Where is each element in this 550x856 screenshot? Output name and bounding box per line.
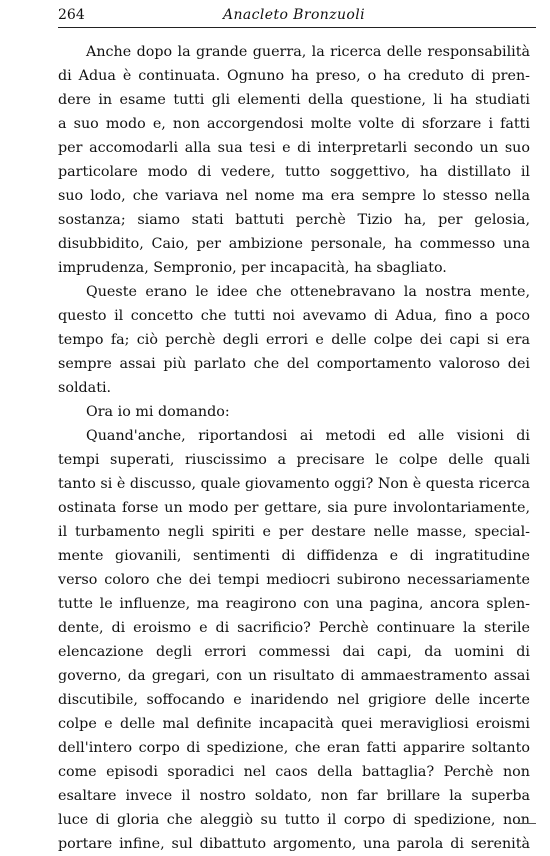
text-line: suo lodo, che variava nel nome ma era sempre lo stesso nella xyxy=(58,188,530,204)
page-number: 264 xyxy=(58,7,85,23)
text-line: tanto si è discusso, quale giovamento oggi? Non è questa ricerca xyxy=(58,476,530,492)
text-line: imprudenza, Sempronio, per incapacità, ha sbagliato. xyxy=(58,260,447,276)
text-line: per accomodarli alla sua tesi e di interpretarli secondo un suo xyxy=(58,140,530,156)
text-line: soldati. xyxy=(58,380,112,396)
header-rule xyxy=(58,27,536,28)
text-line: a suo modo e, non accorgendosi molte volte di sforzare i fatti xyxy=(58,116,530,132)
text-line: verso coloro che dei tempi mediocri subirono necessariamente xyxy=(58,572,530,588)
text-line: questo il concetto che tutti noi avevamo di Adua, fino a poco xyxy=(58,308,530,324)
running-title: Anacleto Bronzuoli xyxy=(223,7,365,23)
text-line: discutibile, soffocando e inaridendo nel grigiore delle incerte xyxy=(58,692,530,708)
text-line: tempo fa; ciò perchè degli errori e delle colpe dei capi si era xyxy=(58,332,530,348)
text-line: esaltare invece il nostro soldato, non far brillare la superba xyxy=(58,788,530,804)
text-line: il turbamento negli spiriti e per destare nelle masse, special- xyxy=(58,524,530,540)
text-line: luce di gloria che aleggiò su tutto il corpo di spedizione, non xyxy=(58,812,530,828)
text-line: portare infine, sul dibattuto argomento, una parola di serenità xyxy=(58,836,530,852)
text-line: Queste erano le idee che ottenebravano la nostra mente, xyxy=(86,284,530,300)
text-line: tempi superati, riuscissimo a precisare le colpe delle quali xyxy=(58,452,530,468)
text-line: Anche dopo la grande guerra, la ricerca delle responsabilità xyxy=(86,44,530,60)
text-line: dere in esame tutti gli elementi della questione, li ha studiati xyxy=(58,92,530,108)
body-text xyxy=(58,40,530,856)
text-line: mente giovanili, sentimenti di diffidenza e di ingratitudine xyxy=(58,548,530,564)
text-line: governo, da gregari, con un risultato di ammaestramento assai xyxy=(58,668,530,684)
text-line: disubbidito, Caio, per ambizione personale, ha commesso una xyxy=(58,236,530,252)
text-line: come episodi sporadici nel caos della battaglia? Perchè non xyxy=(58,764,530,780)
text-line: dente, di eroismo e di sacrificio? Perchè continuare la sterile xyxy=(58,620,530,636)
text-line: dell'intero corpo di spedizione, che eran fatti apparire soltanto xyxy=(58,740,530,756)
text-line: ostinata forse un modo per gettare, sia pure involontariamente, xyxy=(58,500,530,516)
text-line: Quand'anche, riportandosi ai metodi ed alle visioni di xyxy=(86,428,530,444)
text-line: di Adua è continuata. Ognuno ha preso, o ha creduto di pren- xyxy=(58,68,530,84)
page-header xyxy=(58,4,530,26)
text-line: Ora io mi domando: xyxy=(86,404,230,420)
text-line: sostanza; siamo stati battuti perchè Tizio ha, per gelosia, xyxy=(58,212,530,228)
footer-mark xyxy=(514,823,536,824)
text-line: elencazione degli errori commessi dai capi, da uomini di xyxy=(58,644,530,660)
text-line: colpe e delle mal definite incapacità quei meravigliosi eroismi xyxy=(58,716,530,732)
text-line: tutte le influenze, ma reagirono con una pagina, ancora splen- xyxy=(58,596,530,612)
text-line: sempre assai più parlato che del comportamento valoroso dei xyxy=(58,356,530,372)
text-line: particolare modo di vedere, tutto soggettivo, ha distillato il xyxy=(58,164,530,180)
